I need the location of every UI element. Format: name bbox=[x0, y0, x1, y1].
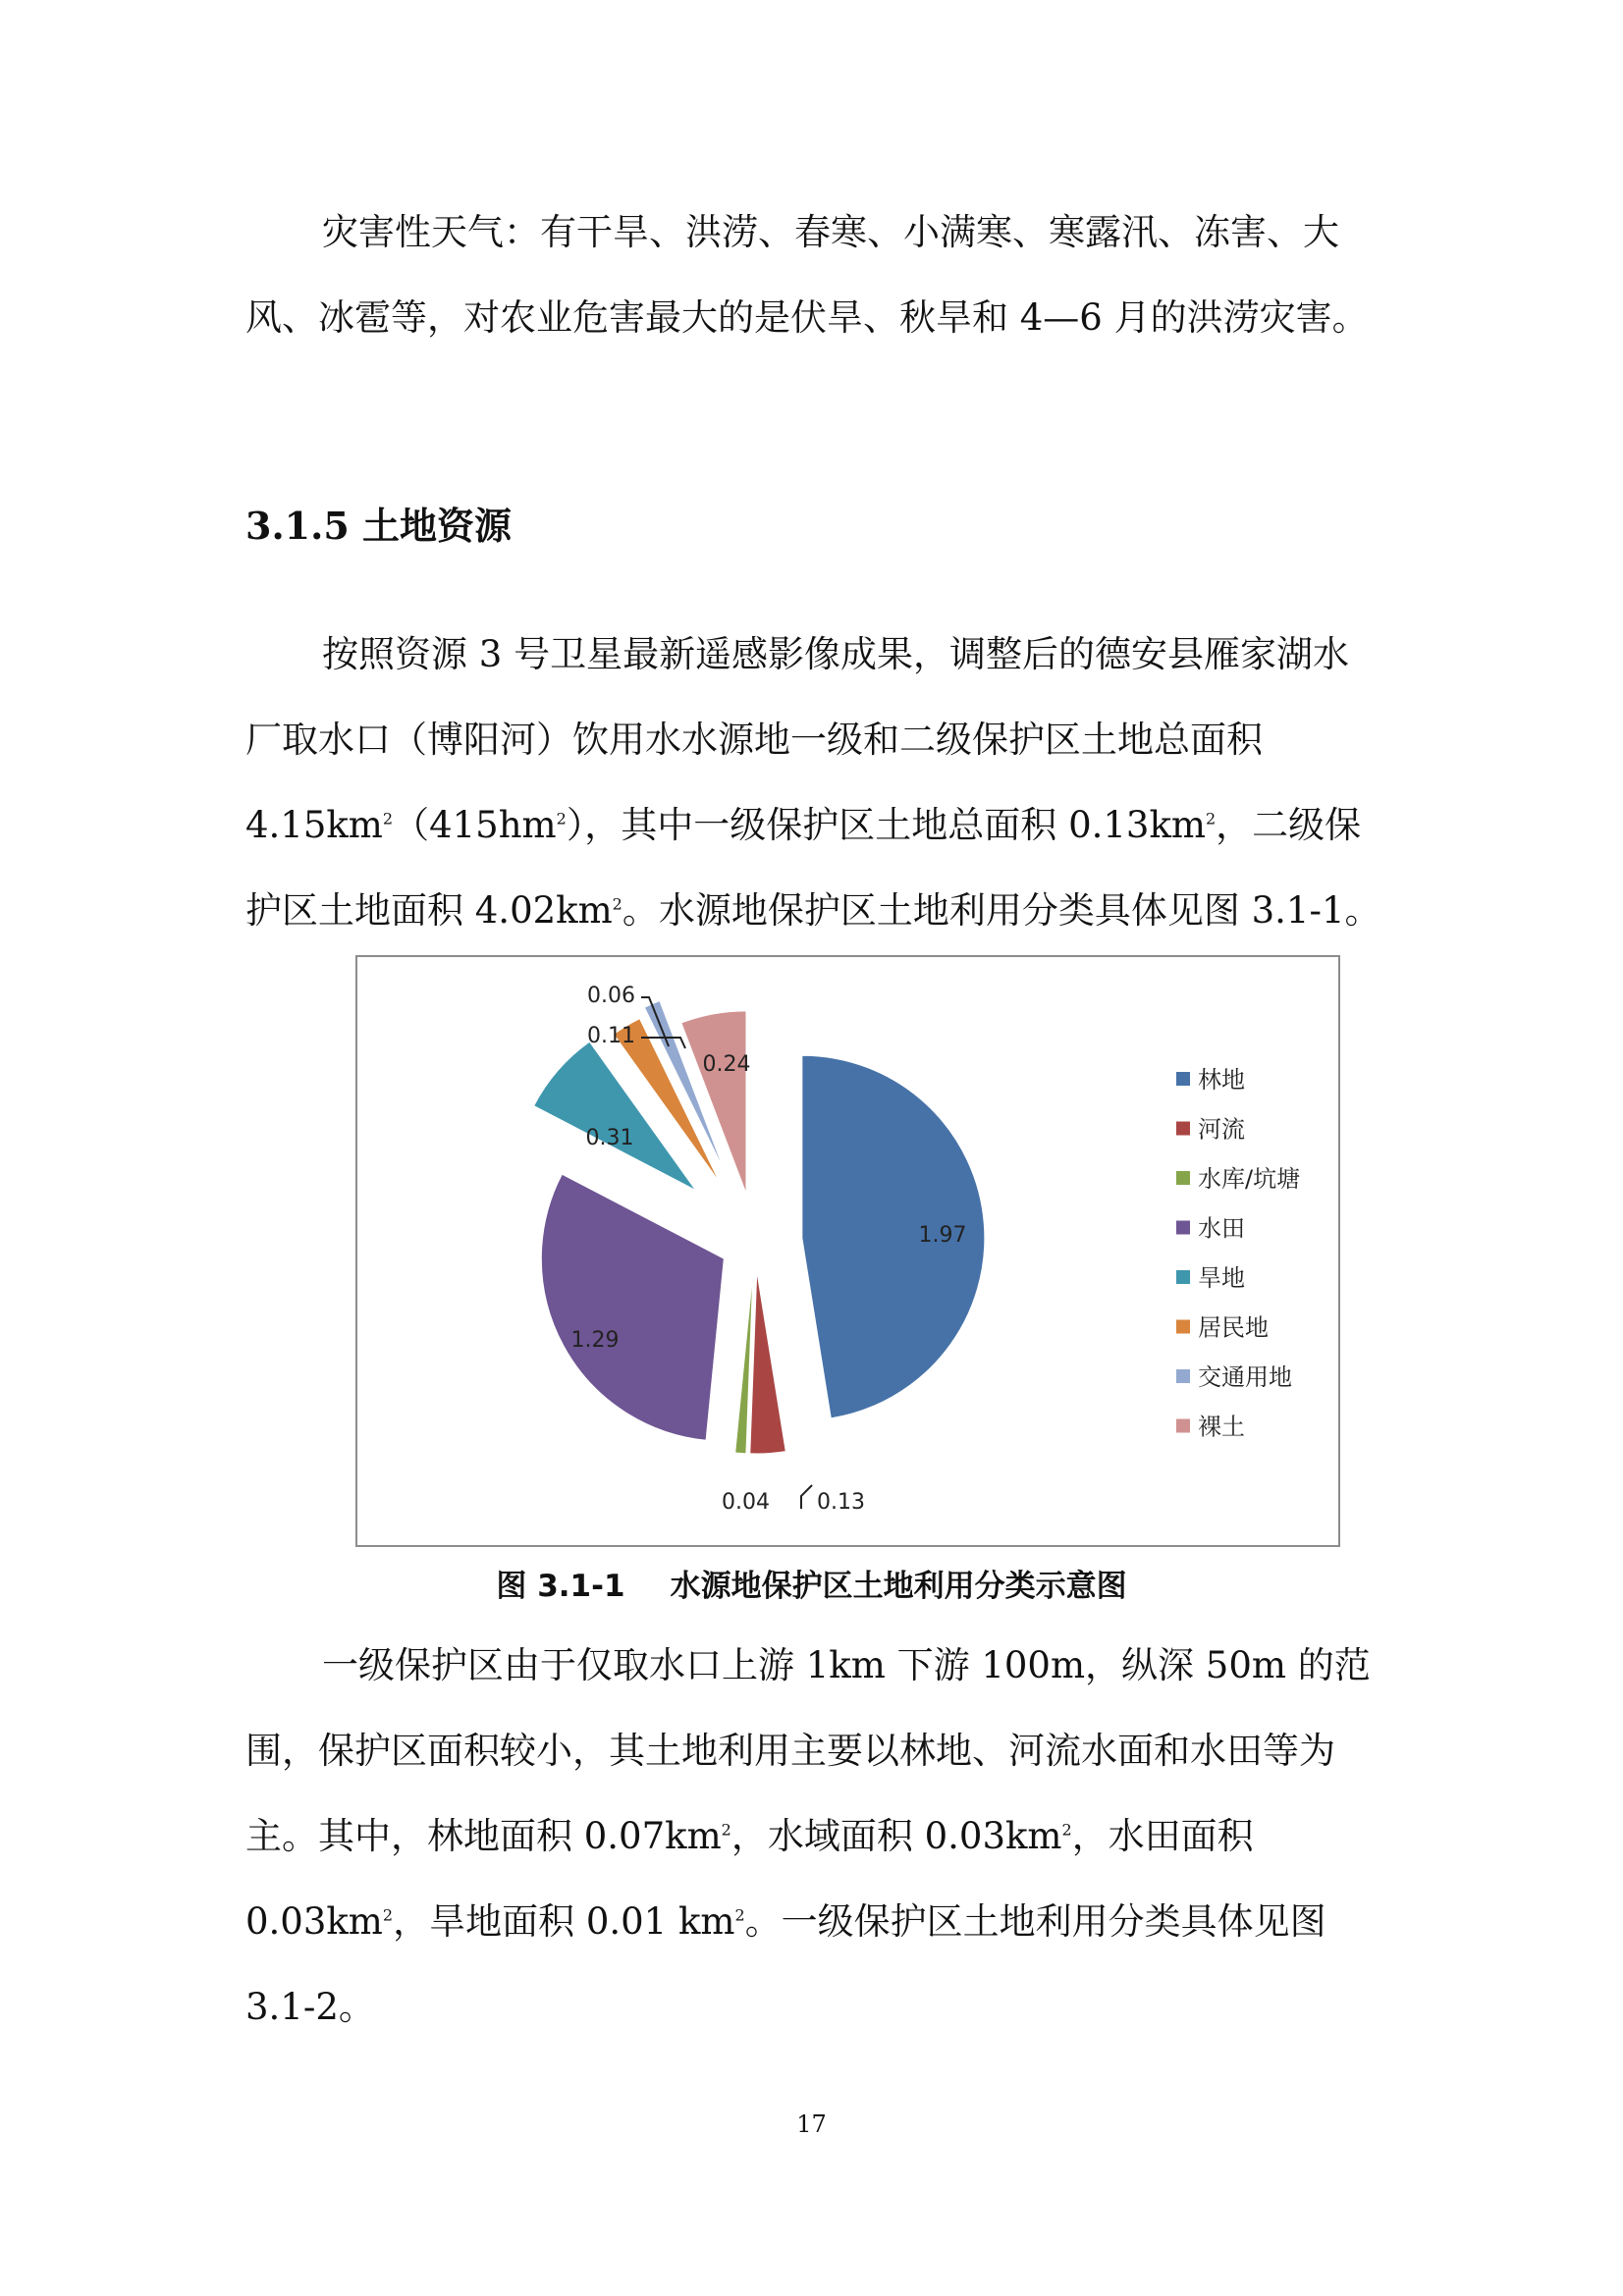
superscript: 2 bbox=[556, 809, 567, 828]
legend-swatch bbox=[1176, 1320, 1190, 1334]
superscript: 2 bbox=[721, 1820, 731, 1840]
superscript: 2 bbox=[1205, 809, 1217, 828]
text-run: ，水田面积 0.03km bbox=[245, 1815, 1254, 1943]
superscript: 2 bbox=[734, 1905, 745, 1925]
legend-label: 裸土 bbox=[1198, 1413, 1245, 1441]
data-label: 1.97 bbox=[918, 1223, 967, 1248]
text-run: 。水源地保护区土地利用分类具体见图 3.1-1。 bbox=[622, 889, 1381, 932]
superscript: 2 bbox=[1061, 1820, 1072, 1840]
superscript: 2 bbox=[612, 894, 622, 914]
figure-pie-chart bbox=[355, 955, 1340, 1547]
data-label: 0.13 bbox=[817, 1490, 865, 1515]
data-label: 0.04 bbox=[722, 1490, 770, 1515]
text-run: ），其中一级保护区土地总面积 0.13km bbox=[566, 804, 1206, 846]
legend-swatch bbox=[1176, 1270, 1190, 1284]
legend-swatch bbox=[1176, 1221, 1190, 1235]
pie-slice bbox=[750, 1271, 785, 1454]
figure-number: 图 3.1-1 bbox=[496, 1569, 625, 1604]
figure-caption bbox=[0, 1561, 1623, 1605]
pie-chart bbox=[357, 957, 1342, 1549]
legend-swatch bbox=[1176, 1369, 1190, 1383]
legend-swatch bbox=[1176, 1171, 1190, 1185]
legend-swatch bbox=[1176, 1072, 1190, 1086]
paragraph-disaster-weather bbox=[245, 189, 1384, 360]
figure-title: 水源地保护区土地利用分类示意图 bbox=[670, 1569, 1127, 1604]
text-run: ，水域面积 0.03km bbox=[730, 1815, 1062, 1857]
text-run: 一级保护区由于仅取水口上游 1km 下游 100m，纵深 50m 的范围，保护区面积较小，其土地利用主要以林地、河流水面和水田等为主。其中，林地面积 0.07km bbox=[245, 1644, 1371, 1857]
data-label: 1.29 bbox=[570, 1328, 620, 1353]
text-run: （415hm bbox=[393, 804, 557, 846]
text-run: 。一级保护区土地利用分类具体见图 3.1-2。 bbox=[245, 1900, 1326, 2028]
legend-label: 水田 bbox=[1198, 1214, 1245, 1243]
data-label: 0.11 bbox=[587, 1024, 635, 1048]
text-run: ，二级保护区土地面积 4.02km bbox=[245, 804, 1362, 932]
pie-slice bbox=[534, 1041, 696, 1190]
legend-label: 旱地 bbox=[1198, 1264, 1245, 1292]
text-run: 按照资源 3 号卫星最新遥感影像成果，调整后的德安县雁家湖水厂取水口（博阳河）饮用水水源地一级和二级保护区土地总面积 4.15km bbox=[245, 633, 1350, 846]
pie-slice bbox=[735, 1271, 753, 1454]
paragraph-primary-zone bbox=[245, 1623, 1384, 2050]
section-heading: 3.1.5 土地资源 bbox=[245, 504, 513, 548]
data-label: 0.06 bbox=[587, 984, 635, 1008]
page-number: 17 bbox=[796, 2110, 827, 2138]
legend-label: 居民地 bbox=[1198, 1313, 1269, 1342]
legend-label: 林地 bbox=[1198, 1066, 1245, 1094]
legend-swatch bbox=[1176, 1419, 1190, 1433]
data-label: 0.31 bbox=[585, 1126, 634, 1150]
superscript: 2 bbox=[382, 1905, 394, 1925]
legend-swatch bbox=[1176, 1122, 1190, 1136]
paragraph-land-area bbox=[245, 612, 1384, 953]
text-run: ，旱地面积 0.01 km bbox=[393, 1900, 735, 1943]
data-label: 0.24 bbox=[702, 1052, 751, 1077]
leader-line bbox=[801, 1485, 812, 1509]
paragraph-text: 灾害性天气：有干旱、洪涝、春寒、小满寒、寒露汛、冻害、大风、冰雹等，对农业危害最大的是伏旱、秋旱和 4—6 月的洪涝灾害。 bbox=[245, 211, 1369, 339]
legend-label: 水库/坑塘 bbox=[1198, 1165, 1301, 1193]
pie-slice bbox=[541, 1174, 724, 1440]
legend-label: 交通用地 bbox=[1198, 1363, 1292, 1391]
legend-label: 河流 bbox=[1198, 1115, 1245, 1144]
superscript: 2 bbox=[382, 809, 394, 828]
